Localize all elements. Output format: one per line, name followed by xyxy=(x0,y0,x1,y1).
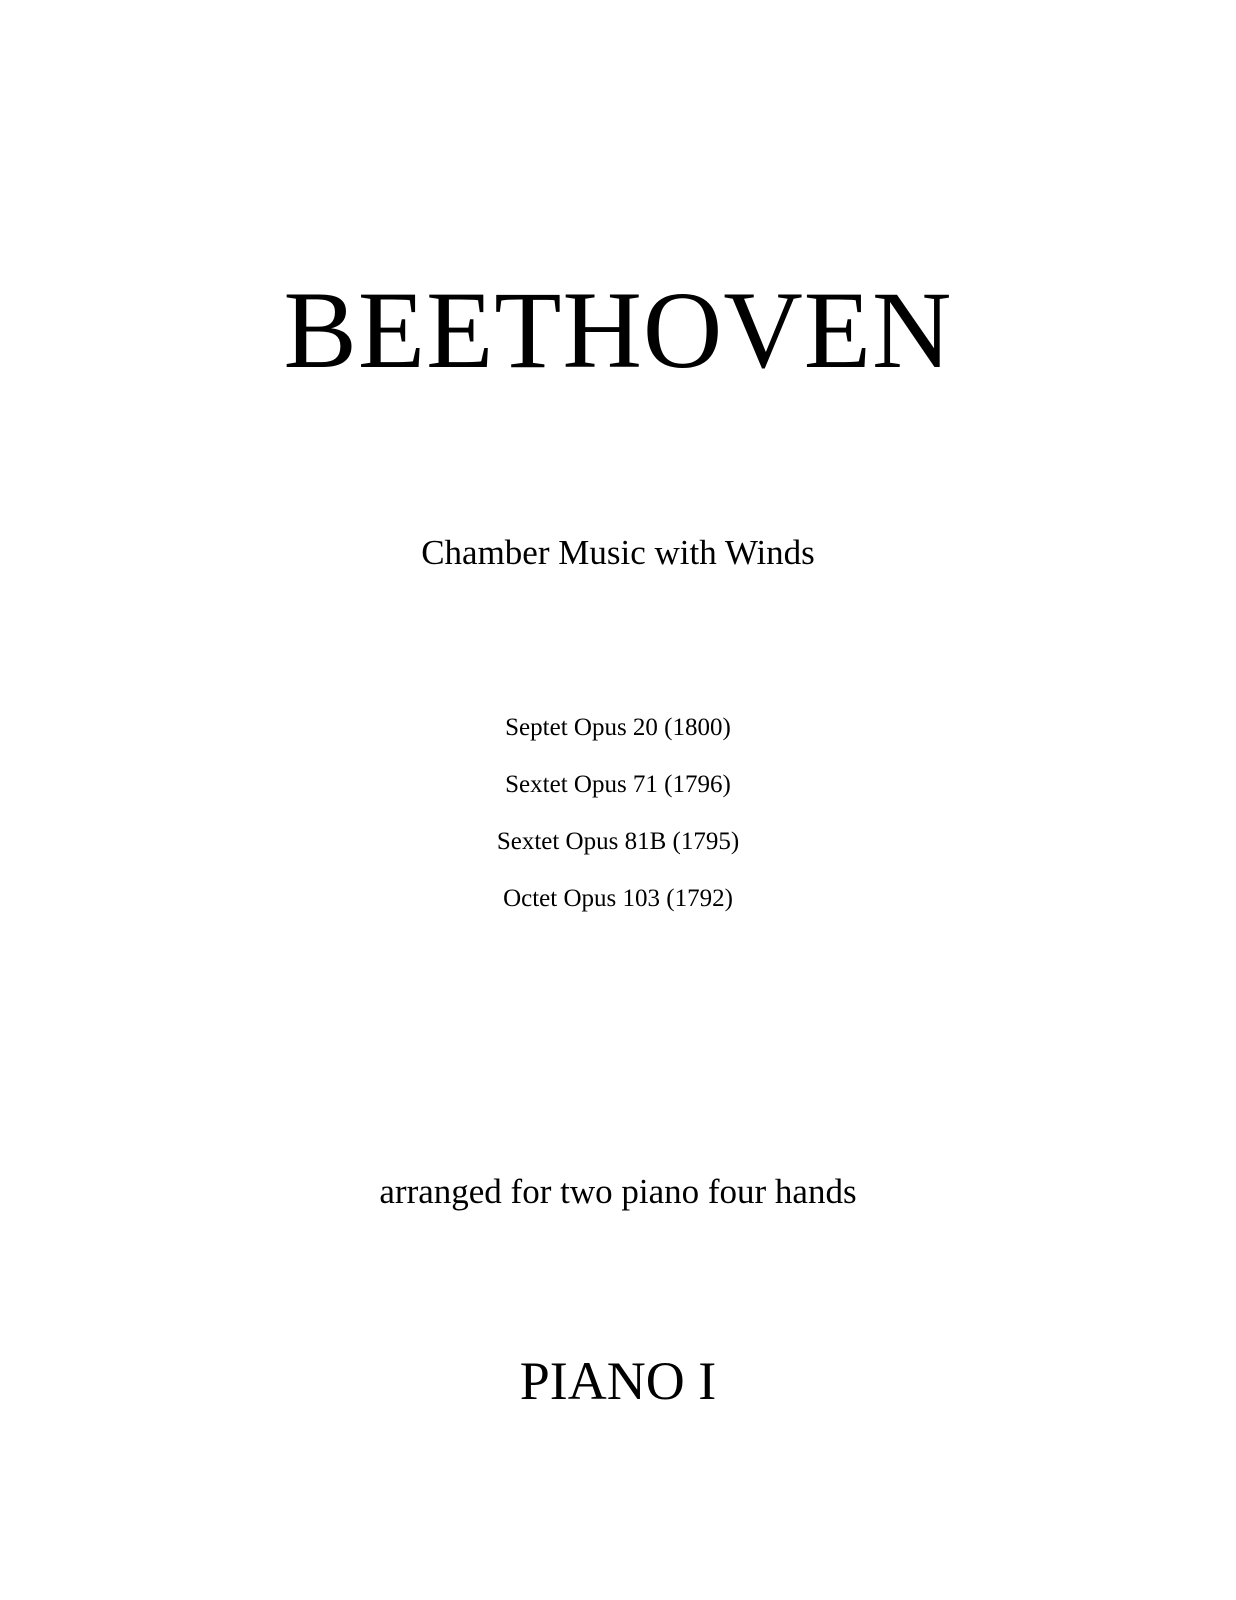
arrangement-note: arranged for two piano four hands xyxy=(379,1172,857,1211)
composer-name: BEETHOVEN xyxy=(283,269,953,391)
works-list xyxy=(0,699,1236,927)
work-item: Octet Opus 103 (1792) xyxy=(503,885,733,912)
collection-subtitle: Chamber Music with Winds xyxy=(421,533,815,572)
part-label: PIANO I xyxy=(519,1351,717,1411)
work-item: Sextet Opus 81B (1795) xyxy=(496,828,740,855)
work-item: Septet Opus 20 (1800) xyxy=(505,714,731,741)
work-item: Sextet Opus 71 (1796) xyxy=(505,771,731,798)
